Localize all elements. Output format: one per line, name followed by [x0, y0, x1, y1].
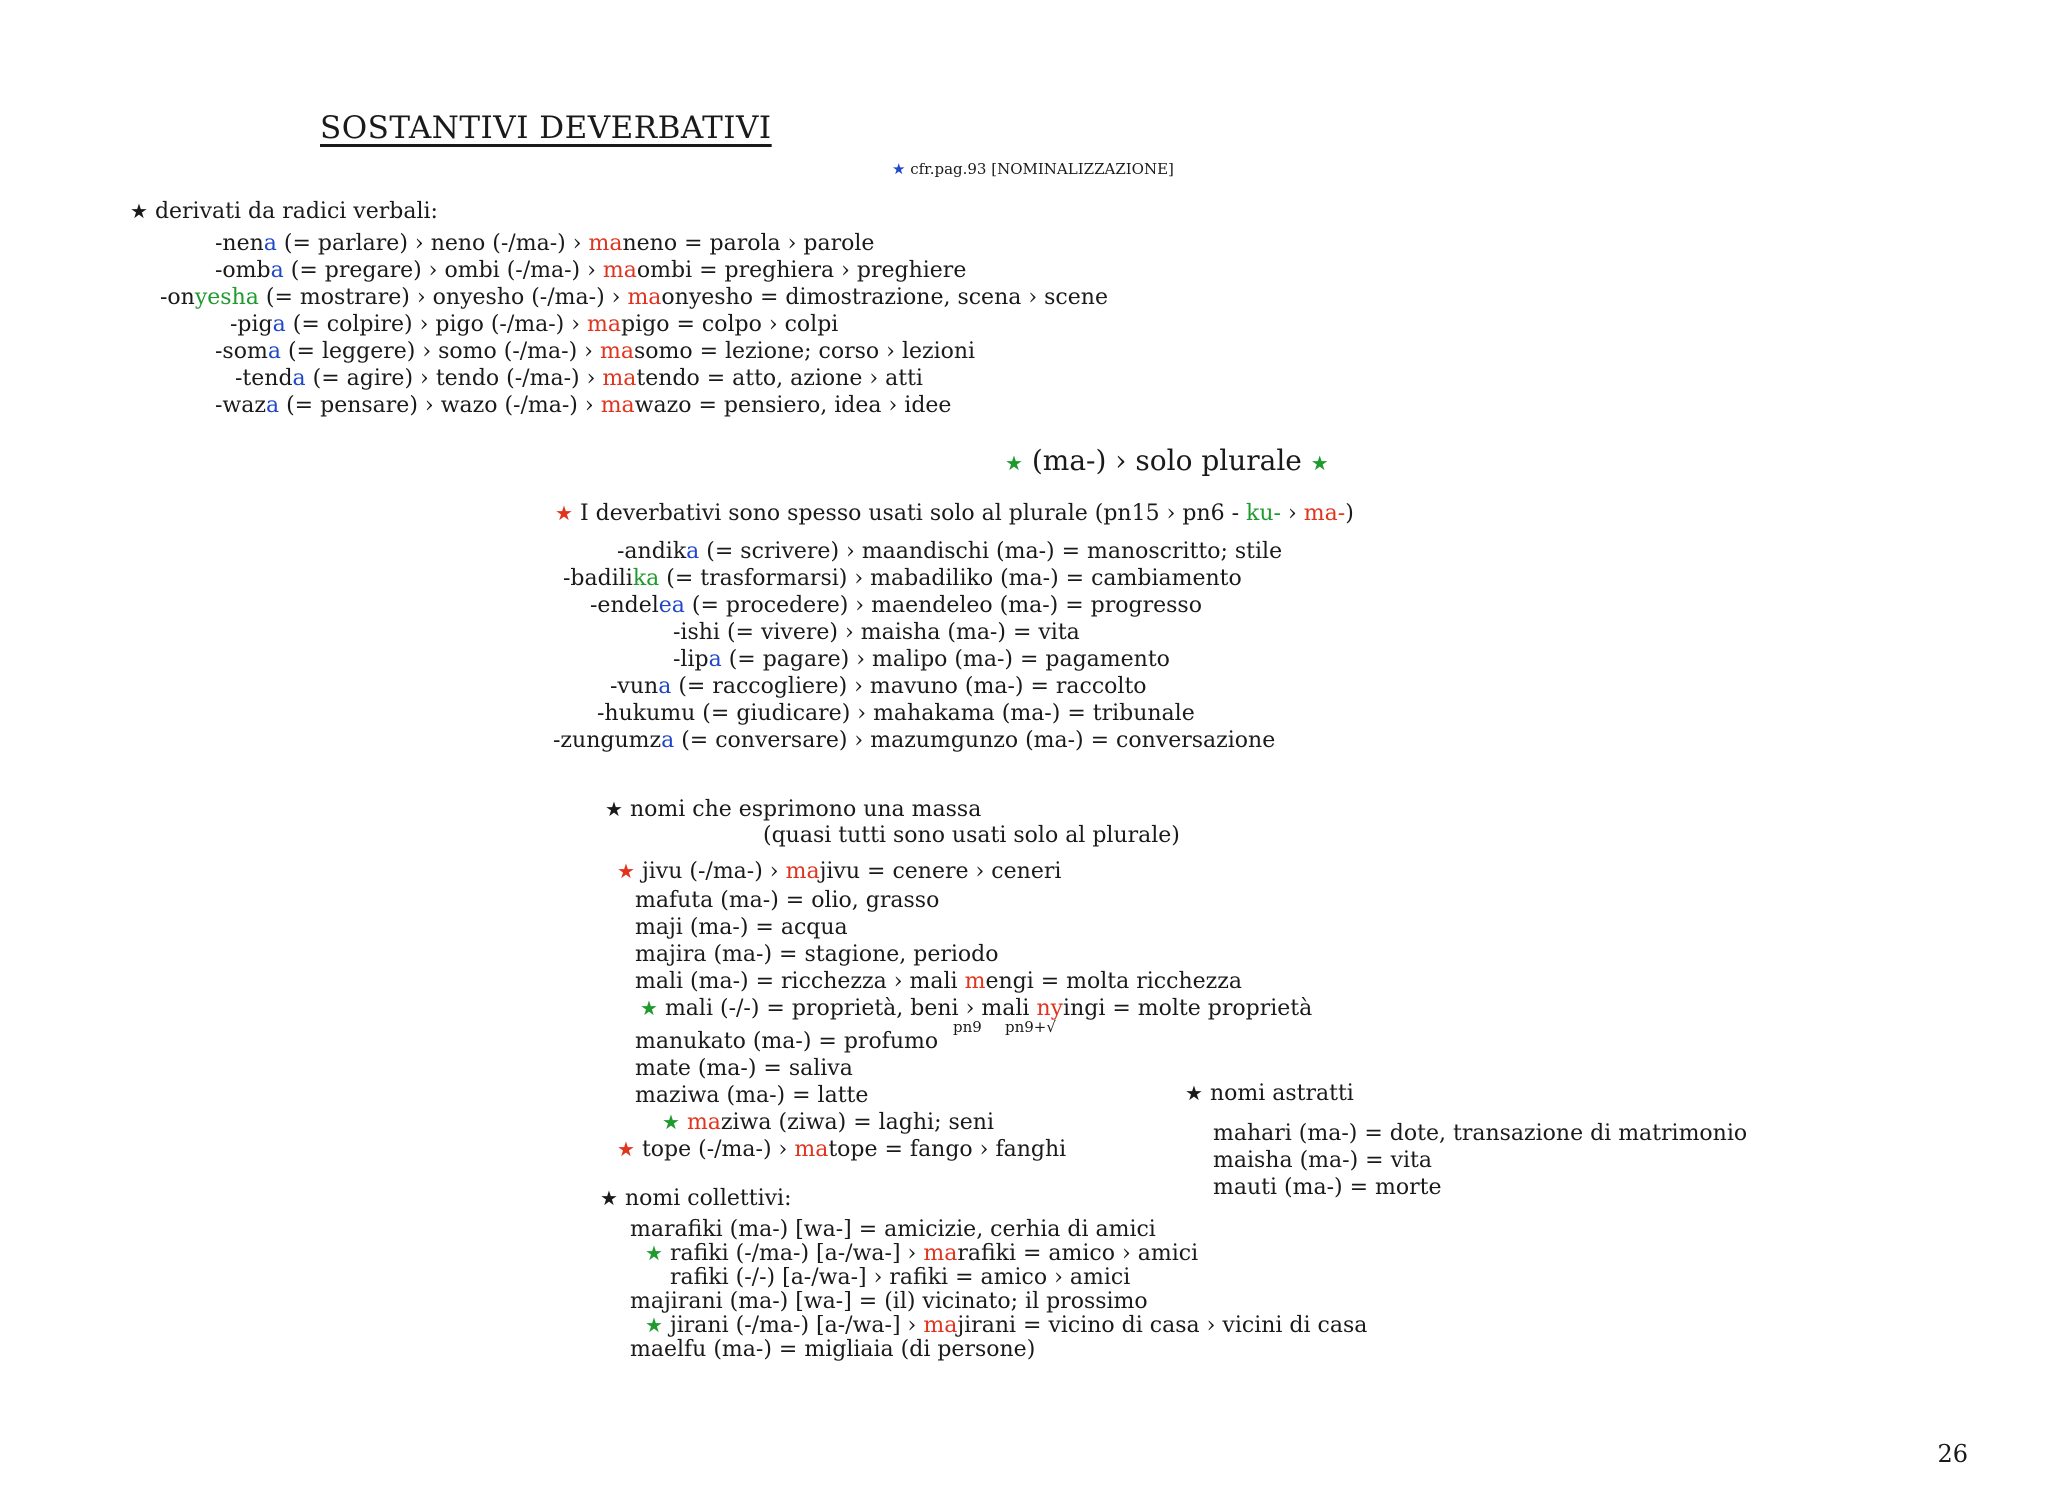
list-item: ★ maziwa (ziwa) = laghi; seni [662, 1110, 995, 1135]
list-item: ★ jirani (-/ma-) [a-/wa-] › majirani = vicino di casa › vicini di casa [645, 1313, 1368, 1338]
list-item: -zungumza (= conversare) › mazumgunzo (ma-) = conversazione [553, 728, 1276, 753]
star-icon: ★ [1005, 451, 1023, 475]
section-massa-heading [605, 796, 981, 823]
cross-reference-text: cfr.pag.93 [NOMINALIZZAZIONE] [910, 160, 1174, 178]
list-item: -nena (= parlare) › neno (-/ma-) › maneno = parola › parole [215, 231, 875, 256]
list-item: -vuna (= raccogliere) › mavuno (ma-) = raccolto [610, 674, 1147, 699]
section-derivati-heading [130, 198, 438, 225]
section-astratti-heading [1185, 1080, 1354, 1107]
star-icon: ★ [1185, 1081, 1203, 1105]
section-plurale-heading [1005, 444, 1329, 477]
list-item: majira (ma-) = stagione, periodo [635, 942, 999, 967]
pn9-root-annotation: pn9+√ [1005, 1018, 1056, 1036]
list-item: -tenda (= agire) › tendo (-/ma-) › matendo = atto, azione › atti [235, 366, 923, 391]
star-icon: ★ [605, 797, 623, 821]
section-heading-text: nomi collettivi: [624, 1186, 792, 1211]
star-icon: ★ [617, 859, 635, 883]
star-icon: ★ [892, 160, 906, 178]
list-item: -waza (= pensare) › wazo (-/ma-) › mawazo = pensiero, idea › idee [215, 393, 952, 418]
section-heading-text: derivati da radici verbali: [154, 199, 438, 224]
list-item: majirani (ma-) [wa-] = (il) vicinato; il prossimo [630, 1289, 1148, 1314]
list-item: -endelea (= procedere) › maendeleo (ma-) = progresso [590, 593, 1202, 618]
section-heading-text: nomi astratti [1209, 1081, 1354, 1106]
list-item: rafiki (-/-) [a-/wa-] › rafiki = amico › amici [670, 1265, 1131, 1290]
list-item: ★ tope (-/ma-) › matope = fango › fanghi [617, 1137, 1067, 1162]
list-item: -onyesha (= mostrare) › onyesho (-/ma-) › maonyesho = dimostrazione, scena › scene [160, 285, 1108, 310]
star-icon: ★ [645, 1241, 663, 1265]
cross-reference [892, 160, 1174, 178]
star-icon: ★ [555, 501, 573, 525]
list-item: maziwa (ma-) = latte [635, 1083, 869, 1108]
list-item: -lipa (= pagare) › malipo (ma-) = pagamento [673, 647, 1170, 672]
list-item: maelfu (ma-) = migliaia (di persone) [630, 1337, 1036, 1362]
section-subheading: (quasi tutti sono usati solo al plurale) [763, 823, 1180, 848]
star-icon: ★ [617, 1137, 635, 1161]
list-item: -andika (= scrivere) › maandischi (ma-) = manoscritto; stile [617, 539, 1283, 564]
list-item: marafiki (ma-) [wa-] = amicizie, cerhia di amici [630, 1217, 1156, 1242]
section-heading-text: nomi che esprimono una massa [629, 797, 982, 822]
list-item: -ishi (= vivere) › maisha (ma-) = vita [673, 620, 1080, 645]
list-item: mafuta (ma-) = olio, grasso [635, 888, 940, 913]
star-icon: ★ [600, 1186, 618, 1210]
list-item: -omba (= pregare) › ombi (-/ma-) › maombi = preghiera › preghiere [215, 258, 967, 283]
star-icon: ★ [130, 199, 148, 223]
star-icon: ★ [1310, 451, 1329, 475]
list-item: mauti (ma-) = morte [1213, 1175, 1442, 1200]
section-collettivi-heading [600, 1185, 792, 1212]
list-item: maji (ma-) = acqua [635, 915, 848, 940]
list-item: maisha (ma-) = vita [1213, 1148, 1433, 1173]
list-item: manukato (ma-) = profumo [635, 1029, 939, 1054]
list-item: ★ jivu (-/ma-) › majivu = cenere › ceneri [617, 859, 1062, 884]
pn9-annotation: pn9 [953, 1018, 982, 1036]
list-item: -badilika (= trasformarsi) › mabadiliko (ma-) = cambiamento [563, 566, 1242, 591]
list-item: mali (ma-) = ricchezza › mali mengi = molta ricchezza [635, 969, 1242, 994]
star-icon: ★ [640, 996, 658, 1020]
page-number: 26 [1937, 1440, 1968, 1468]
list-item: ★ rafiki (-/ma-) [a-/wa-] › marafiki = amico › amici [645, 1241, 1199, 1266]
page-title: SOSTANTIVI DEVERBATIVI [320, 110, 772, 146]
star-icon: ★ [662, 1110, 680, 1134]
star-icon: ★ [645, 1313, 663, 1337]
list-item: mahari (ma-) = dote, transazione di matrimonio [1213, 1121, 1748, 1146]
list-item: mate (ma-) = saliva [635, 1056, 853, 1081]
list-item: -piga (= colpire) › pigo (-/ma-) › mapigo = colpo › colpi [230, 312, 839, 337]
section-note: ★ I deverbativi sono spesso usati solo al plurale (pn15 › pn6 - ku- › ma-) [555, 501, 1354, 526]
section-heading-text: (ma-) › solo plurale [1031, 444, 1302, 477]
list-item: ★ mali (-/-) = proprietà, beni › mali nyingi = molte proprietà [640, 996, 1313, 1021]
list-item: -hukumu (= giudicare) › mahakama (ma-) = tribunale [597, 701, 1195, 726]
list-item: -soma (= leggere) › somo (-/ma-) › masomo = lezione; corso › lezioni [215, 339, 976, 364]
